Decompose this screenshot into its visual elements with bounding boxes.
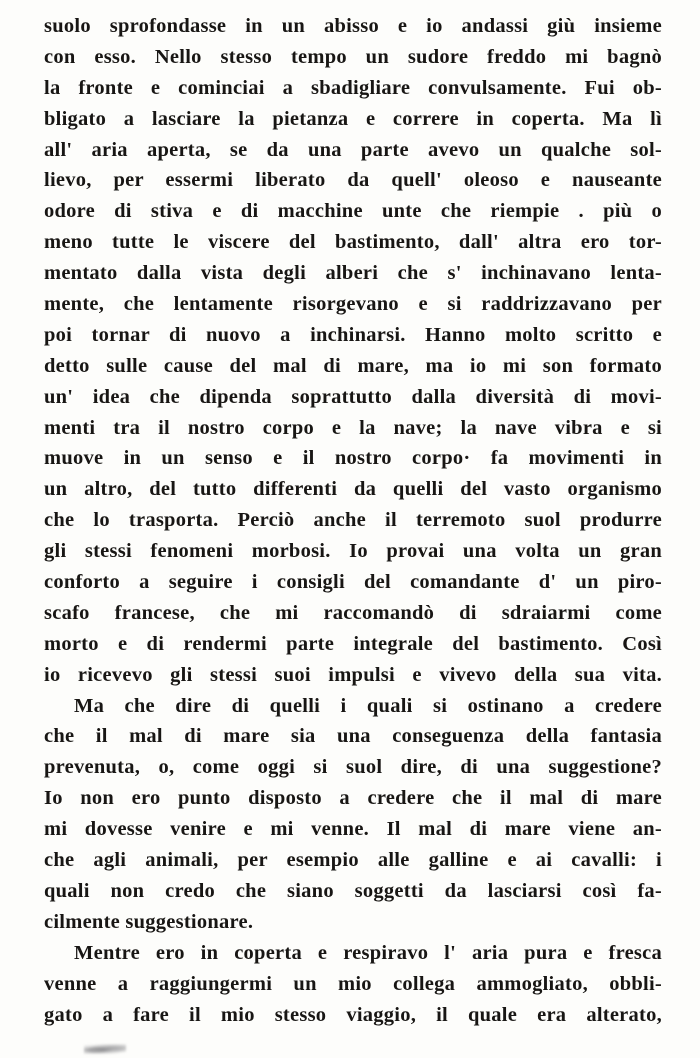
text-line: un' idea che dipenda soprattutto dalla diversità di movi- [44,385,662,408]
text-line: un altro, del tutto differenti da quelli del vasto organismo [44,478,662,501]
text-line: all' aria aperta, se da una parte avevo un qualche sol- [44,138,662,161]
text-line: suolo sprofondasse in un abisso e io andassi giù insieme [44,15,662,37]
text-line: poi tornar di nuovo a inchinarsi. Hanno molto scritto e [44,323,662,346]
text-line: morto e di rendermi parte integrale del bastimento. Così [44,632,662,655]
text-line-paragraph-start: Ma che dire di quelli i quali si ostinano a credere [74,694,662,717]
scan-artifact-smudge [84,1044,126,1054]
text-line: venne a raggiungermi un mio collega ammogliato, obbli- [44,972,662,995]
text-line: menti tra il nostro corpo e la nave; la nave vibra e si [44,416,662,439]
text-line: bligato a lasciare la pietanza e correre in coperta. Ma lì [44,107,662,130]
text-line: Io non ero punto disposto a credere che il mal di mare [44,787,662,810]
text-line: scafo francese, che mi raccomandò di sdraiarmi come [44,601,662,624]
text-line: muove in un senso e il nostro corpo· fa movimenti in [44,447,662,470]
text-line: conforto a seguire i consigli del comandante d' un piro- [44,571,662,594]
text-line: gato a fare il mio stesso viaggio, il quale era alterato, [44,1003,662,1026]
text-line: lievo, per essermi liberato da quell' oleoso e nauseante [44,169,662,192]
text-line: meno tutte le viscere del bastimento, dall' altra ero tor- [44,231,662,254]
text-line: che il mal di mare sia una conseguenza della fantasia [44,725,662,748]
text-line: mentato dalla vista degli alberi che s' inchinavano lenta- [44,262,662,285]
text-line: detto sulle cause del mal di mare, ma io mi son formato [44,354,662,377]
text-line-paragraph-end: cilmente suggestionare. [44,910,254,933]
text-block [44,11,662,1030]
text-line-paragraph-start: Mentre ero in coperta e respiravo l' aria pura e fresca [74,941,662,964]
text-line: gli stessi fenomeni morbosi. Io provai una volta un gran [44,540,662,563]
text-line: quali non credo che siano soggetti da lasciarsi così fa- [44,879,662,902]
text-line: con esso. Nello stesso tempo un sudore freddo mi bagnò [44,45,662,68]
text-line: mente, che lentamente risorgevano e si raddrizzavano per [44,293,662,316]
text-line: io ricevevo gli stessi suoi impulsi e vivevo della sua vita. [44,663,662,686]
text-line: che agli animali, per esempio alle galline e ai cavalli: i [44,849,662,872]
text-line: odore di stiva e di macchine unte che riempie . più o [44,200,662,223]
text-line: prevenuta, o, come oggi si suol dire, di una suggestione? [44,756,662,779]
text-line: la fronte e cominciai a sbadigliare convulsamente. Fui ob- [44,76,662,99]
text-line: mi dovesse venire e mi venne. Il mal di mare viene an- [44,818,662,841]
text-line: che lo trasporta. Perciò anche il terremoto suol produrre [44,509,662,532]
